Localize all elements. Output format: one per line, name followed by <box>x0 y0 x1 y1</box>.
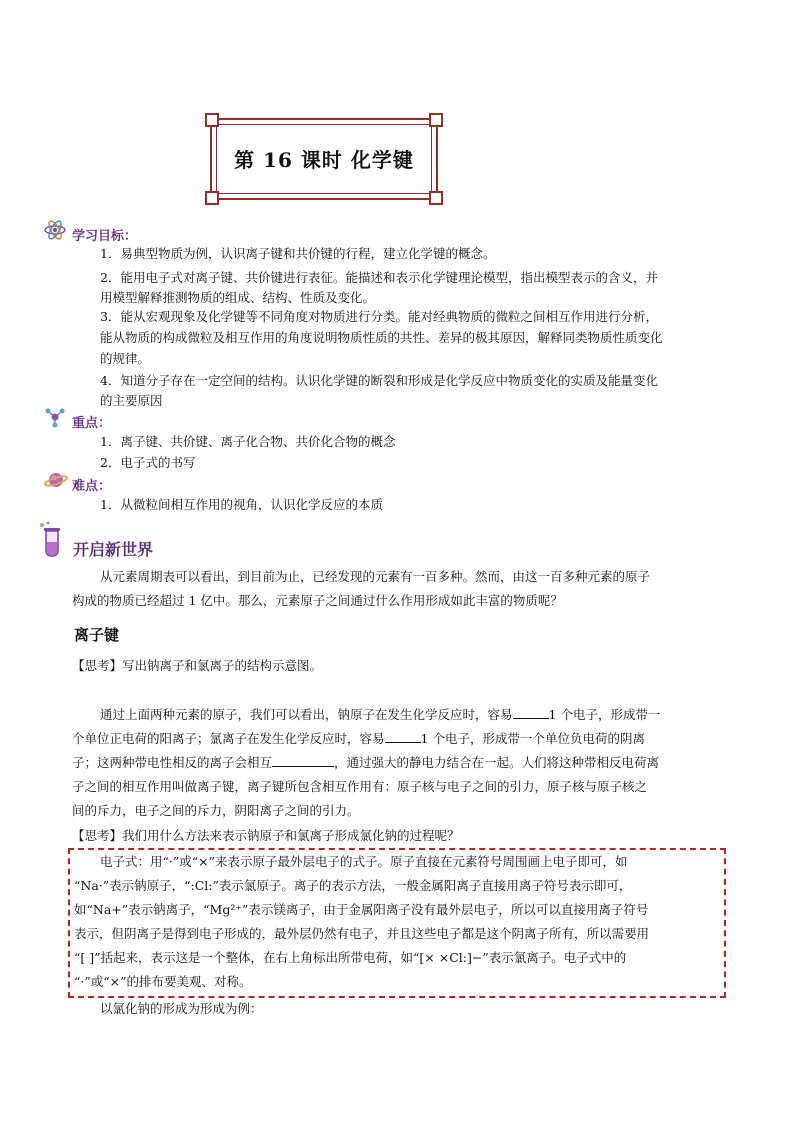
paragraph-line: 通过上面两种元素的原子，我们可以看出，钠原子在发生化学反应时，容易 1 个电子，形成带一 <box>100 707 661 722</box>
think-question: 【思考】我们用什么方法来表示钠原子和氯离子形成氯化钠的过程呢？ <box>72 828 460 843</box>
answer-blank[interactable] <box>513 706 549 719</box>
box-line: 表示，但阴离子是得到电子形成的，最外层仍然有电子，并且这些电子都是这个阴离子所有，所以需要用 <box>74 926 650 941</box>
key-points-label: 重点： <box>72 416 112 431</box>
paragraph-line: 间的斥力，电子之间的斥力，阴阳离子之间的引力。 <box>72 803 360 818</box>
goal-line: 3．能从宏观现象及化学键等不同角度对物质进行分类。能对经典物质的微粒之间相互作用进行分析， <box>100 309 658 324</box>
planet-icon <box>44 468 68 492</box>
key-point-line: 2．电子式的书写 <box>100 455 196 470</box>
new-world-line: 构成的物质已经超过 1 亿中。那么，元素原子之间通过什么作用形成如此丰富的物质呢？ <box>72 593 563 608</box>
difficulties-label: 难点： <box>72 479 112 494</box>
new-world-line: 从元素周期表可以看出，到目前为止，已经发现的元素有一百多种。然而，由这一百多种元素的原子 <box>100 569 651 584</box>
example-line: 以氯化钠的形成为形成为例： <box>100 1001 263 1016</box>
box-line: “·”或“×”的排布要美观、对称。 <box>74 974 252 989</box>
goal-line: 2．能用电子式对离子键、共价键进行表征。能描述和表示化学键理论模型，指出模型表示的含义，并 <box>100 270 658 285</box>
paragraph-line: 子之间的相互作用叫做离子键，离子键所包含相互作用有：原子核与电子之间的引力，原子核与原子核之 <box>72 779 648 794</box>
atom-icon <box>44 219 66 241</box>
box-line: 如“Na+”表示钠离子，“Mg²⁺”表示镁离子，由于金属阳离子没有最外层电子，所以可以直接用离子符号 <box>74 902 649 917</box>
new-world-heading: 开启新世界 <box>73 540 154 559</box>
paragraph-line: 个单位正电荷的阳离子；氯离子在发生化学反应时，容易 1 个电子，形成带一个单位负电荷的阴离 <box>72 731 645 746</box>
goal-line: 1．易典型物质为例，认识离子键和共价键的行程，建立化学键的概念。 <box>100 246 496 261</box>
test-tube-icon <box>36 520 66 558</box>
box-line: “Na·”表示钠原子，“:Cl:”表示氯原子。离子的表示方法，一般金属阳离子直接用离子符号表示即可， <box>74 878 632 893</box>
goal-line: 能从物质的构成微粒及相互作用的角度说明物质性质的共性、差异的极其原因，解释同类物质性质变化 <box>100 330 663 345</box>
answer-blank[interactable] <box>385 730 421 743</box>
difficulty-line: 1．从微粒间相互作用的视角，认识化学反应的本质 <box>100 497 383 512</box>
think-question: 【思考】写出钠离子和氯离子的结构示意图。 <box>72 658 323 673</box>
goals-label: 学习目标： <box>72 229 138 244</box>
page-title: 第 16 课时 化学键 <box>234 148 414 172</box>
goal-line: 4．知道分子存在一定空间的结构。认识化学键的断裂和形成是化学反应中物质变化的实质及能量变化 <box>100 373 658 388</box>
key-point-line: 1．离子键、共价键、离子化合物、共价化合物的概念 <box>100 434 396 449</box>
paragraph-line: 子；这两种带电性相反的离子会相互 ，通过强大的静电力结合在一起。人们将这种带相反电荷离 <box>72 755 660 770</box>
box-line: 电子式：用“·”或“×”来表示原子最外层电子的式子。原子直接在元素符号周围画上电子即可，如 <box>100 854 628 869</box>
title-box <box>210 118 438 200</box>
goal-line: 的主要原因 <box>100 393 163 408</box>
goal-line: 的规律。 <box>100 351 151 366</box>
answer-blank[interactable] <box>272 754 334 767</box>
box-line: “[ ]”括起来，表示这是一个整体，在右上角标出所带电荷，如“[× ×Cl:]−”表示氯离子。电子式中的 <box>74 950 627 965</box>
ionic-bond-heading: 离子键 <box>74 626 120 644</box>
molecule-icon <box>44 406 66 428</box>
goal-line: 用模型解释推测物质的组成、结构、性质及变化。 <box>100 290 376 305</box>
